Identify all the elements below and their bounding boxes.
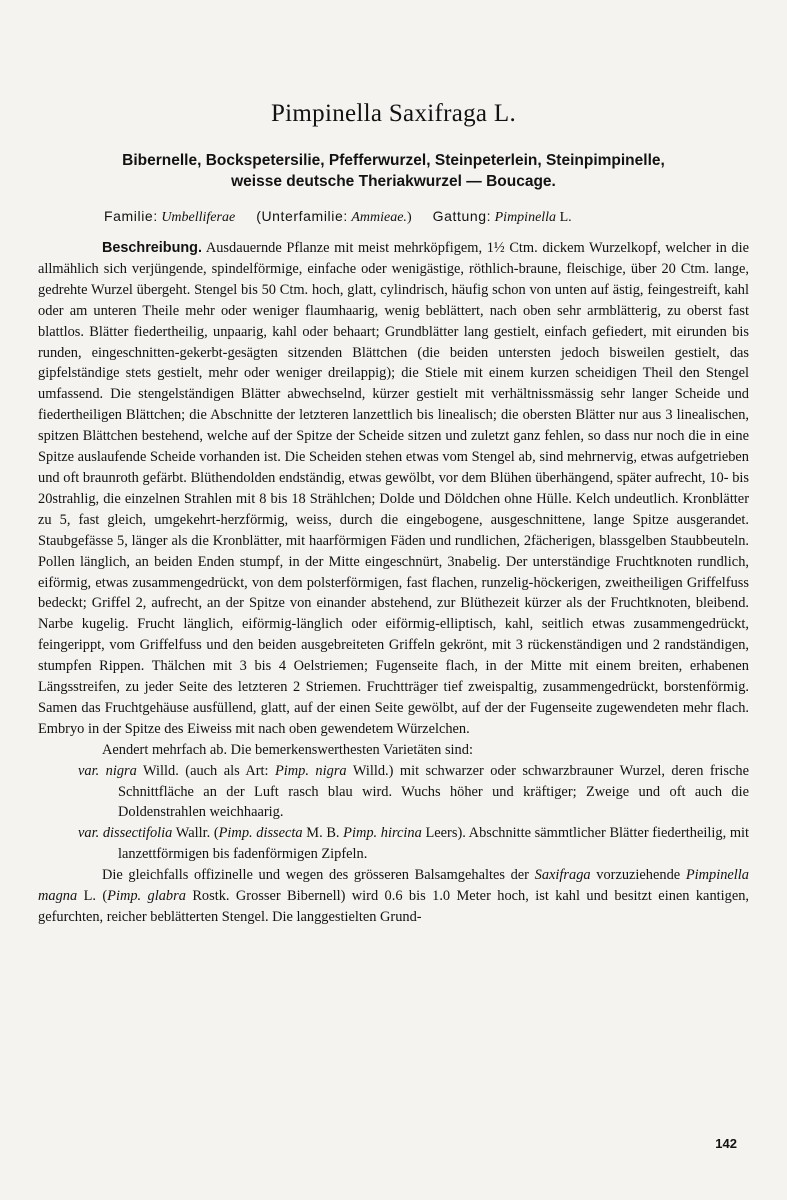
varieties-intro: Aendert mehrfach ab. Die bemerkenswerthesten Varietäten sind: <box>102 741 473 758</box>
variety-dissectifolia-mid: M. B. <box>306 825 340 842</box>
common-names-line-2: weisse deutsche Theriakwurzel — Boucage. <box>231 173 556 190</box>
final-text-1: Die gleichfalls offizinelle und wegen des grösseren Balsamgehaltes der <box>102 867 529 884</box>
variety-dissectifolia-name: var. dissectifolia <box>78 825 173 842</box>
variety-dissectifolia-text: Leers). Abschnitte sämmtlicher Blätter fiedertheilig, mit lanzettförmigen bis fadenförmigen Zipfeln. <box>118 825 750 863</box>
final-pimp-glabra: Pimp. glabra <box>107 888 186 905</box>
description-text: Ausdauernde Pflanze mit meist mehrköpfigem, 1½ Ctm. dickem Wurzelkopf, welcher in die allmählich sich verjüngende, spindelförmige, einfache oder wenigästige, röthlich-braune, fleischige, über 20 Ctm. lange, gedrehte Wurzel übergeht. Stengel bis 50 Ctm. hoch, glatt, cylindrisch, häufig schon von unten auf ästig, feingestreift, kahl oder am unteren Theile mehr oder weniger flaumhaarig, wenig beblättert, nach oben sehr armblätterig, zu oberst fast blattlos. Blätter fiedertheilig, unpaarig, kahl oder behaart; Grundblätter lang gestielt, einfach gefiedert, mit eirunden bis runden, eingeschnitten-gekerbt-gesägten sitzenden Blättchen (die beiden untersten jedoch bisweilen gestielt, das gipfelständige stets gestielt, mehr oder weniger dreilappig); die Stiele mit einem kurzen scheidigen Theil den Stengel umfassend. Die stengelständigen Blätter abwechselnd, kürzer gestielt mit verhältnissmässig sehr langer Scheide und fiedertheiligen Blättchen; die Abschnitte der letzteren lanzettlich bis linealisch; die obersten Blätter nur aus 3 linealischen, spitzen Blättchen bestehend, welche auf der Spitze der Scheide sitzen und zuletzt ganz fehlen, so dass nur noch die in eine Spitze auslaufende Scheide vorhanden ist. Die Scheiden stehen etwas vom Stengel ab, sind mehrnervig, etwas aufgetrieben und oft braunroth gefärbt. Blüthendolden endständig, etwas gewölbt, vor dem Blühen überhängend, später aufrecht, 10- bis 20strahlig, die einzelnen Strahlen mit 8 bis 18 Strählchen; Dolde und Döldchen ohne Hülle. Kelch undeutlich. Kronblätter zu 5, fast gleich, umgekehrt-herzförmig, weiss, durch die eingebogene, ausgeschnittene, lange Spitze ausgerandet. Staubgefässe 5, länger als die Kronblätter, mit haarförmigen Fäden und rundlichen, 2fächerigen, blassgelben Staubbeuteln. Pollen länglich, an beiden Enden stumpf, in der Mitte eingeschnürt, 3nabelig. Der unterständige Fruchtknoten rundlich, eiförmig, etwas zusammengedrückt, von dem polsterförmigen, fast flachen, runzelig-höckerigen, zweitheiligen Griffelfuss bedeckt; Griffel 2, aufrecht, an der Spitze von einander abstehend, zur Blüthezeit kürzer als der Fruchtknoten, bleibend. Narbe kugelig. Frucht länglich, eiförmig-länglich oder eiförmig-elliptisch, kahl, seitlich etwas zusammengedrückt, feingerippt, vom Griffelfuss und den beiden ausgebreiteten Griffeln gekrönt, mit 3 rückenständigen und 2 randständigen, stumpfen Rippen. Thälchen mit 3 bis 4 Oelstriemen; Fugenseite flach, in der Mitte mit einem breiten, erhabenen Längsstreifen, zu jeder Seite des letzteren 2 Striemen. Fruchtträger tief zweispaltig, zusammengedrückt, borstenförmig. Samen das Fruchtgehäuse ausfüllend, glatt, auf der einen Seite gewölbt, auf der der Fugenseite zugewendeten mehr flach. Embryo in der Spitze des Eiweiss mit nach oben gewendetem Würzelchen. <box>38 240 749 737</box>
subfamily-close: ) <box>406 210 412 225</box>
final-text-3: L. ( <box>83 888 108 905</box>
variety-nigra-synonym: Pimp. nigra <box>275 762 347 779</box>
variety-nigra <box>78 761 749 824</box>
common-names <box>38 150 749 192</box>
variety-dissectifolia-synonym-2: Pimp. hircina <box>343 825 422 842</box>
description-heading: Beschreibung. <box>102 240 202 256</box>
final-text-2: vorzuziehende <box>596 867 681 884</box>
variety-nigra-author: Willd. (auch als Art: <box>143 762 269 779</box>
family-label: Familie: <box>104 208 158 224</box>
variety-nigra-name: var. nigra <box>78 762 137 779</box>
family-line <box>38 208 749 226</box>
page-number: 142 <box>715 1136 737 1151</box>
family-name: Umbelliferae <box>161 210 236 225</box>
varieties-list <box>38 761 749 866</box>
common-names-line-1: Bibernelle, Bockspetersilie, Pfefferwurzel, Steinpeterlein, Steinpimpinelle, <box>122 152 665 169</box>
genus-name: Pimpinella <box>494 210 557 225</box>
final-paragraph <box>38 865 749 928</box>
variety-dissectifolia <box>78 823 750 865</box>
subfamily-label: (Unterfamilie: <box>256 208 348 224</box>
description-paragraph <box>38 238 749 740</box>
subfamily-name: Ammieae. <box>351 210 407 225</box>
variety-dissectifolia-author: Wallr. ( <box>175 825 219 842</box>
final-text-4: Rostk. Grosser Bibernell) wird 0.6 bis 1.0 Meter hoch, ist kahl und besitzt einen kantigen, gefurchten, reicher beblätterten Stengel. Die langgestielten Grund- <box>38 888 750 925</box>
genus-label: Gattung: <box>432 208 492 224</box>
final-pimpinella-magna: Pimpinella magna <box>38 867 749 905</box>
variety-dissectifolia-synonym-1: Pimp. dissecta <box>218 825 303 842</box>
genus-author: L. <box>559 210 572 225</box>
variety-nigra-text: Willd.) mit schwarzer oder schwarzbrauner Wurzel, deren frische Schnittfläche an der Luft rasch blau wird. Wuchs höher und kräftiger; Zweige und oft auch die Doldenstrahlen weichhaarig. <box>118 762 749 821</box>
page-title: Pimpinella Saxifraga L. <box>270 100 517 127</box>
final-saxifraga: Saxifraga <box>534 867 591 884</box>
